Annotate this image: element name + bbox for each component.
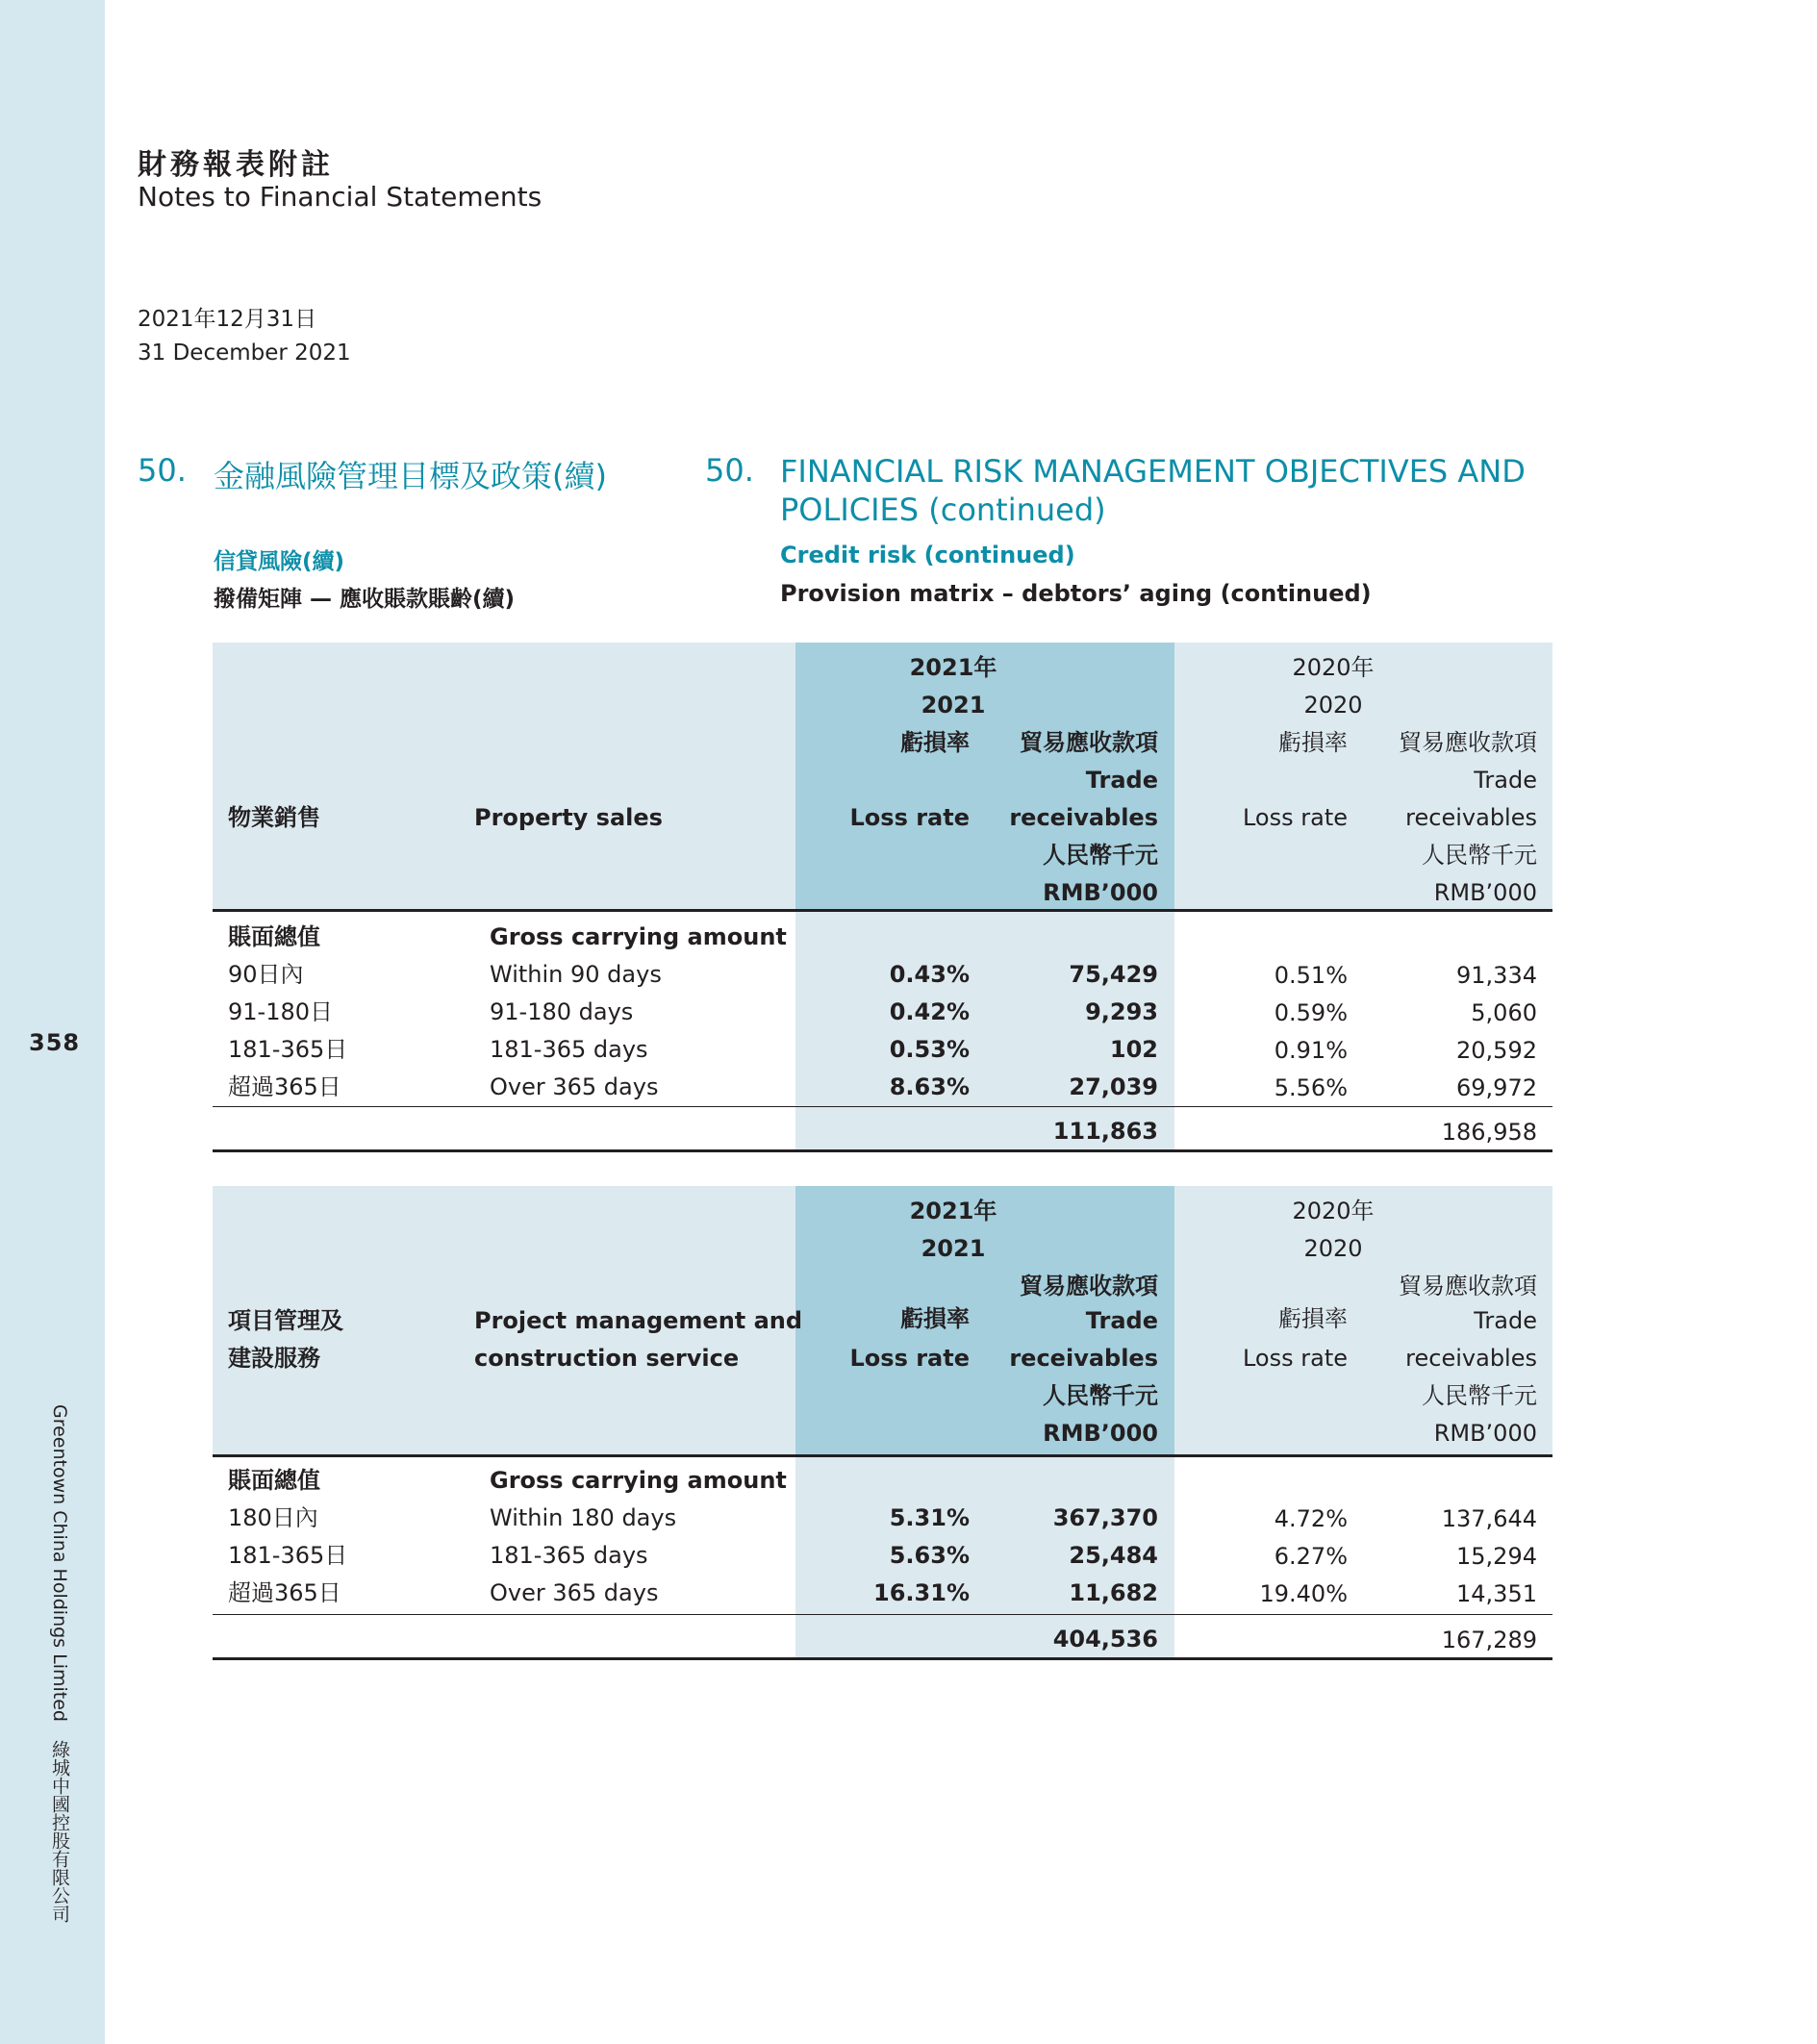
trade-zh: 貿易應收款項 (1020, 1273, 1158, 1300)
col-2021-zh: 2021年 (909, 654, 997, 681)
project-management-table (213, 1186, 1552, 1660)
property-sales-table (213, 643, 1552, 1152)
row-label-en: Within 180 days (490, 1504, 677, 1531)
rate-2020: 0.59% (1274, 999, 1348, 1026)
unit-en: RMB’000 (1043, 879, 1158, 906)
col-2020-zh: 2020年 (1292, 1198, 1375, 1224)
amount-2021: 11,682 (1069, 1579, 1158, 1606)
row-label-zh: 181-365日 (228, 1542, 348, 1569)
row-label-en: Over 365 days (490, 1073, 659, 1100)
rate-2021: 16.31% (873, 1579, 970, 1606)
amount-2021: 27,039 (1069, 1073, 1158, 1100)
row-label-zh: 超過365日 (228, 1073, 341, 1100)
trade-en2-2020: receivables (1405, 804, 1537, 831)
amount-2020: 69,972 (1456, 1074, 1537, 1101)
col-2021: 2021 (921, 1235, 986, 1262)
col-2020: 2020 (1303, 1235, 1363, 1262)
amount-2020: 5,060 (1471, 999, 1537, 1026)
amount-2021: 25,484 (1069, 1542, 1158, 1569)
trade-zh-2020: 貿易應收款項 (1399, 729, 1537, 756)
label-zh-line2: 建設服務 (228, 1345, 320, 1372)
label-en: Property sales (474, 804, 663, 831)
subtotal-rule (213, 1614, 1552, 1615)
loss-rate-en: Loss rate (849, 1345, 970, 1372)
section-title-en: FINANCIAL RISK MANAGEMENT OBJECTIVES AND POLICIES (continued) (780, 453, 1526, 528)
trade-zh: 貿易應收款項 (1020, 729, 1158, 756)
amount-2021: 102 (1109, 1036, 1158, 1063)
trade-en1-2020: Trade (1474, 1307, 1537, 1334)
amount-2020: 15,294 (1456, 1543, 1537, 1570)
loss-rate-zh: 虧損率 (900, 1305, 970, 1332)
row-label-zh: 超過365日 (228, 1579, 341, 1606)
amount-2020: 14,351 (1456, 1580, 1537, 1607)
unit-en: RMB’000 (1043, 1420, 1158, 1447)
trade-en2-2020: receivables (1405, 1345, 1537, 1372)
page-number: 358 (29, 1029, 81, 1056)
row-label-en: Over 365 days (490, 1579, 659, 1606)
unit-en-2020: RMB’000 (1433, 879, 1537, 906)
col-2021: 2021 (921, 692, 986, 719)
loss-rate-zh-2020: 虧損率 (1278, 729, 1348, 756)
header-rule (213, 1454, 1552, 1457)
rate-2020: 4.72% (1274, 1505, 1348, 1532)
loss-rate-en: Loss rate (849, 804, 970, 831)
date-zh: 2021年12月31日 (138, 307, 317, 332)
rate-2020: 5.56% (1274, 1074, 1348, 1101)
amount-2021: 9,293 (1085, 998, 1158, 1025)
amount-2021: 75,429 (1069, 961, 1158, 988)
unit-zh: 人民幣千元 (1043, 1382, 1158, 1409)
row-label-en: 181-365 days (490, 1036, 648, 1063)
row-label-zh: 91-180日 (228, 998, 334, 1025)
section-number-en: 50. (705, 452, 754, 489)
header-title-en: Notes to Financial Statements (138, 181, 543, 213)
total-2021: 404,536 (1052, 1626, 1158, 1653)
amount-2020: 20,592 (1456, 1037, 1537, 1064)
rate-2020: 19.40% (1259, 1580, 1348, 1607)
group-zh: 賬面總值 (228, 1467, 320, 1494)
trade-en1-2020: Trade (1474, 767, 1537, 794)
label-en-line2: construction service (474, 1345, 740, 1372)
group-zh: 賬面總值 (228, 923, 320, 950)
rate-2021: 0.42% (889, 998, 970, 1025)
section-title-zh: 金融風險管理目標及政策(續) (214, 458, 607, 494)
unit-en-2020: RMB’000 (1433, 1420, 1537, 1447)
rate-2021: 8.63% (889, 1073, 970, 1100)
rate-2020: 0.51% (1274, 962, 1348, 989)
loss-rate-zh-2020: 虧損率 (1278, 1305, 1348, 1332)
trade-en1: Trade (1085, 767, 1158, 794)
unit-zh: 人民幣千元 (1043, 842, 1158, 869)
loss-rate-en-2020: Loss rate (1242, 804, 1348, 831)
header-title-zh: 財務報表附註 (138, 148, 334, 182)
rate-2021: 5.63% (889, 1542, 970, 1569)
trade-zh-2020: 貿易應收款項 (1399, 1273, 1537, 1300)
unit-zh-2020: 人民幣千元 (1422, 842, 1537, 869)
row-label-en: 181-365 days (490, 1542, 648, 1569)
total-2020: 167,289 (1441, 1627, 1537, 1653)
row-label-zh: 90日內 (228, 961, 304, 988)
amount-2020: 91,334 (1456, 962, 1537, 989)
subtitle2-en: Provision matrix – debtors’ aging (continued) (780, 580, 1372, 607)
company-name: Greentown China Holdings Limited 綠城中國控股有限公司 (49, 1404, 70, 1923)
label-zh: 物業銷售 (228, 804, 320, 831)
group-en: Gross carrying amount (490, 923, 787, 950)
label-en-line1: Project management and (474, 1307, 803, 1334)
rate-2021: 5.31% (889, 1504, 970, 1531)
subtitle-en: Credit risk (continued) (780, 542, 1075, 568)
total-2021: 111,863 (1052, 1118, 1158, 1145)
row-label-en: Within 90 days (490, 961, 662, 988)
col-2020: 2020 (1303, 692, 1363, 719)
col-2021-zh: 2021年 (909, 1198, 997, 1224)
total-2020: 186,958 (1441, 1119, 1537, 1146)
label-zh-line1: 項目管理及 (228, 1307, 343, 1334)
subtitle-zh: 信貸風險(續) (214, 549, 345, 574)
row-label-zh: 180日內 (228, 1504, 318, 1531)
trade-en1: Trade (1085, 1307, 1158, 1334)
rate-2021: 0.53% (889, 1036, 970, 1063)
subtitle2-zh: 撥備矩陣 — 應收賬款賬齡(續) (214, 587, 516, 612)
sidebar (0, 0, 105, 2044)
loss-rate-zh: 虧損率 (900, 729, 970, 756)
row-label-zh: 181-365日 (228, 1036, 348, 1063)
rate-2020: 6.27% (1274, 1543, 1348, 1570)
group-en: Gross carrying amount (490, 1467, 787, 1494)
rate-2021: 0.43% (889, 961, 970, 988)
col-2020-zh: 2020年 (1292, 654, 1375, 681)
date-en: 31 December 2021 (138, 341, 351, 366)
trade-en2: receivables (1009, 1345, 1158, 1372)
amount-2021: 367,370 (1052, 1504, 1158, 1531)
amount-2020: 137,644 (1441, 1505, 1537, 1532)
rate-2020: 0.91% (1274, 1037, 1348, 1064)
loss-rate-en-2020: Loss rate (1242, 1345, 1348, 1372)
unit-zh-2020: 人民幣千元 (1422, 1382, 1537, 1409)
section-number-zh: 50. (138, 452, 187, 489)
row-label-en: 91-180 days (490, 998, 634, 1025)
trade-en2: receivables (1009, 804, 1158, 831)
